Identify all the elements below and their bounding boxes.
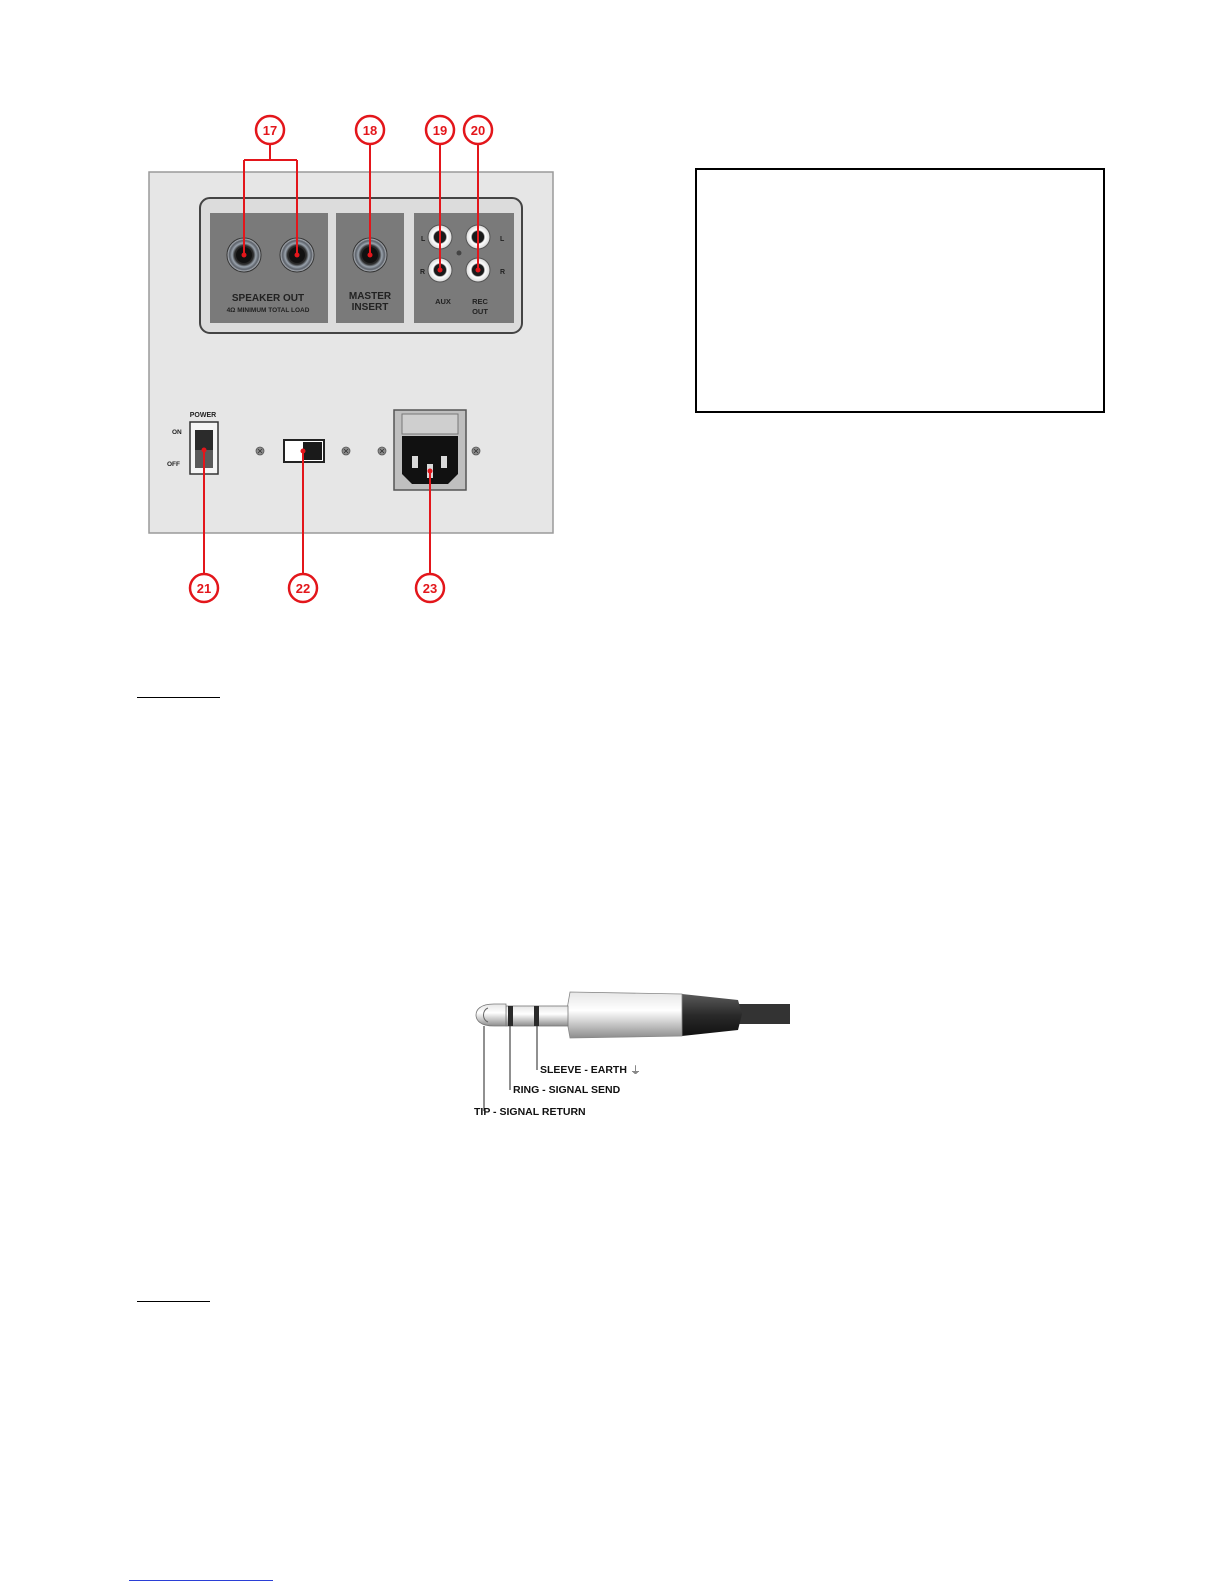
empty-text-box bbox=[695, 168, 1105, 413]
plug-boot bbox=[682, 994, 742, 1036]
callout-22 bbox=[289, 574, 317, 602]
plug-barrel bbox=[566, 992, 682, 1038]
voltage-selector-slider bbox=[303, 442, 322, 460]
aux-right-label: R bbox=[420, 269, 426, 276]
plug-cable bbox=[738, 1004, 790, 1024]
svg-text:22: 22 bbox=[295, 581, 311, 596]
fuse-holder bbox=[402, 414, 458, 434]
power-off-label: OFF bbox=[167, 461, 180, 468]
tip-label: TIP - SIGNAL RETURN bbox=[474, 1106, 586, 1118]
speaker-out-sublabel: 4Ω MINIMUM TOTAL LOAD bbox=[226, 307, 310, 314]
rec-right-label: R bbox=[500, 269, 506, 276]
callout-23 bbox=[416, 574, 444, 602]
callout-17 bbox=[256, 116, 284, 144]
rec-out-label-2: OUT bbox=[472, 307, 488, 316]
callout-18 bbox=[356, 116, 384, 144]
ring-label: RING - SIGNAL SEND bbox=[513, 1084, 621, 1096]
rec-out-label-1: REC bbox=[472, 297, 488, 306]
speaker-out-label: SPEAKER OUT bbox=[231, 293, 305, 304]
svg-text:18: 18 bbox=[362, 123, 378, 138]
footer-link-rule bbox=[129, 1580, 273, 1581]
master-insert-label-1: MASTER bbox=[348, 291, 392, 302]
callout-21 bbox=[190, 574, 218, 602]
svg-text:23: 23 bbox=[422, 581, 438, 596]
svg-text:21: 21 bbox=[196, 581, 212, 596]
section-heading-rule-1 bbox=[137, 697, 220, 698]
master-insert-label-2: INSERT bbox=[351, 302, 389, 313]
rec-left-label: L bbox=[500, 236, 505, 243]
aux-left-label: L bbox=[421, 236, 426, 243]
svg-text:20: 20 bbox=[470, 123, 486, 138]
power-on-label: ON bbox=[172, 429, 182, 436]
earth-ground-icon: ⏚ bbox=[630, 1065, 641, 1077]
section-heading-rule-2 bbox=[137, 1301, 210, 1302]
sleeve-label: SLEEVE - EARTH bbox=[540, 1064, 627, 1076]
svg-text:17: 17 bbox=[262, 123, 278, 138]
power-label: POWER bbox=[189, 412, 217, 419]
callout-19 bbox=[426, 116, 454, 144]
callout-20 bbox=[464, 116, 492, 144]
svg-text:19: 19 bbox=[432, 123, 448, 138]
trs-plug-diagram bbox=[470, 990, 790, 1140]
aux-label: AUX bbox=[435, 297, 451, 306]
plug-tip bbox=[476, 1004, 506, 1026]
